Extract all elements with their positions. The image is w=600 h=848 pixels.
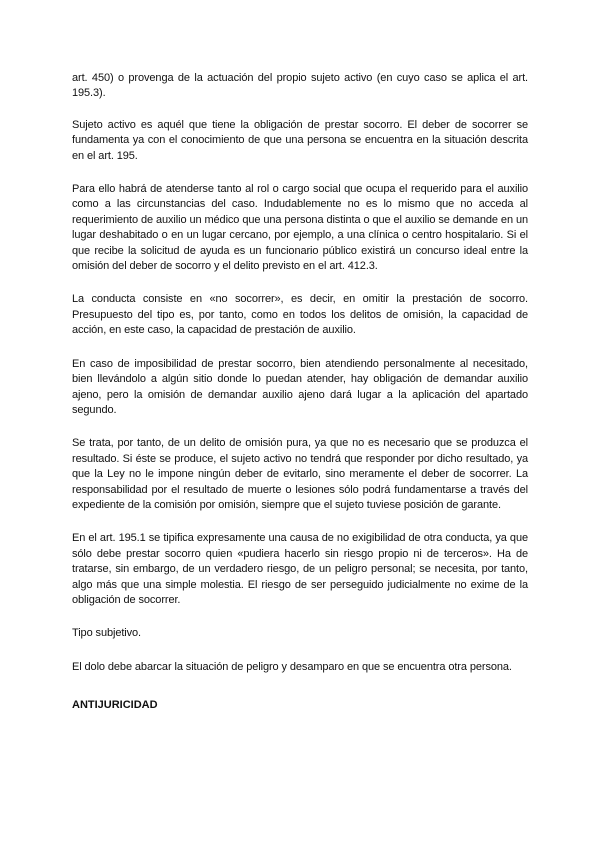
paragraph-continuation: art. 450) o provenga de la actuación del propio sujeto activo (en cuyo caso se aplica el art. 195.3). — [72, 72, 528, 100]
paragraph-dolo: El dolo debe abarcar la situación de peligro y desamparo en que se encuentra otra persona. — [72, 660, 512, 673]
section-heading: ANTIJURICIDAD — [72, 699, 158, 712]
paragraph-rol-social: Para ello habrá de atenderse tanto al rol o cargo social que ocupa el requerido para el auxilio como a las circunstancias del caso. Indudablemente no es lo mismo que no acceda al requerimiento de auxilio un médico que una persona distinta o que el auxilio se demande en un lugar deshabitado o en un lugar cercano, por ejemplo, a una clínica o centro hospitalario. Si el que recibe la solicitud de ayuda es un funcionario público existirá un concurso ideal entre la omisión del deber de socorro y el delito previsto en el art. 412.3. — [72, 183, 528, 273]
paragraph-conducta: La conducta consiste en «no socorrer», es decir, en omitir la prestación de socorro. Presupuesto del tipo es, por tanto, como en todos los delitos de omisión, la capacidad de acción, en este caso, la capacidad de prestación de auxilio. — [72, 293, 528, 337]
paragraph-omision-pura: Se trata, por tanto, de un delito de omisión pura, ya que no es necesario que se produzca el resultado. Si éste se produce, el sujeto activo no tendrá que responder por dicho resultado, ya que la Ley no le impone ningún deber de evitarlo, sino meramente el deber de socorrer. La responsabilidad por el resultado de muerte o lesiones sólo podrá fundamentarse a través del expediente de la comisión por omisión, siempre que el sujeto tuviese posición de garante. — [72, 437, 528, 511]
paragraph-sujeto-activo: Sujeto activo es aquél que tiene la obligación de prestar socorro. El deber de socorrer se fundamenta ya con el conocimiento de que una persona se encuentra en la situación descrita en el art. 195. — [72, 118, 528, 162]
paragraph-tipo-subjetivo: Tipo subjetivo. — [72, 627, 142, 640]
document-page — [72, 71, 528, 713]
paragraph-imposibilidad: En caso de imposibilidad de prestar socorro, bien atendiendo personalmente al necesitado, bien llevándolo a algún sitio donde lo puedan atender, hay obligación de demandar auxilio ajeno, pero la omisión de demandar auxilio ajeno dará lugar a la aplicación del apartado segundo. — [72, 357, 528, 416]
paragraph-no-exigibilidad: En el art. 195.1 se tipifica expresamente una causa de no exigibilidad de otra conducta, ya que sólo debe prestar socorro quien «pudiera hacerlo sin riesgo propio ni de terceros». Ha de tratarse, sin embargo, de un verdadero riesgo, de un peligro personal; se necesita, por tanto, algo más que una simple molestia. El riesgo de ser perseguido judicialmente no exime de la obligación de socorrer. — [72, 532, 528, 606]
